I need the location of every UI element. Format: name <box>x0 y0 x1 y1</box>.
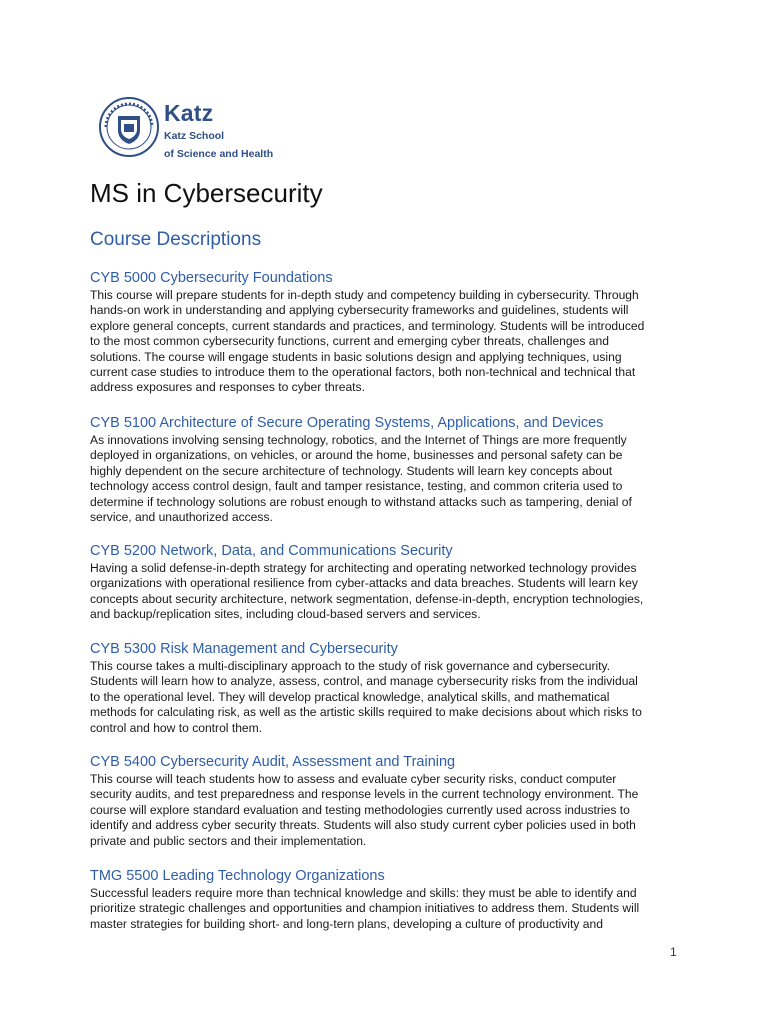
description-line: As innovations involving sensing technology, robotics, and the Internet of Things are more frequently <box>90 433 627 447</box>
description-line: This course will teach students how to assess and evaluate cyber security risks, conduct computer <box>90 772 617 786</box>
description-line: hands-on work in understanding and applying cybersecurity frameworks and guidelines, students will <box>90 303 629 318</box>
description-line: security audits, and test preparedness and response levels in the current technology environment. The <box>90 787 639 802</box>
course-description <box>90 288 690 396</box>
school-name-line1: Katz School <box>164 130 225 142</box>
course-description <box>90 561 690 623</box>
description-line: address exposures and responses to cyber threats. <box>90 380 365 395</box>
course-title: TMG 5500 Leading Technology Organizations <box>90 868 385 884</box>
description-line: This course will prepare students for in-depth study and competency building in cybersecurity. Through <box>90 288 639 302</box>
description-line: to the most common cybersecurity functions, current and emerging cyber threats, challenges and <box>90 334 609 349</box>
description-line: to the operational level. They will develop practical knowledge, analytical skills, and mathematical <box>90 689 610 704</box>
course-title: CYB 5200 Network, Data, and Communications Security <box>90 543 453 559</box>
crest-icon <box>98 96 160 158</box>
course-title: CYB 5300 Risk Management and Cybersecurity <box>90 641 398 657</box>
description-line: and backup/replication sites, including cloud-based servers and services. <box>90 607 481 622</box>
course-description <box>90 772 690 849</box>
course-title: CYB 5400 Cybersecurity Audit, Assessment and Training <box>90 754 456 770</box>
description-line: solutions. The course will engage students in basic solutions design and applying techniques, using <box>90 349 622 364</box>
description-line: technology access control design, fault and tamper resistance, testing, and common criteria used to <box>90 479 623 494</box>
school-logo <box>98 96 273 158</box>
description-line: methods for calculating risk, as well as the artistic skills required to make decisions about which risks to <box>90 705 642 720</box>
description-line: determine if technology solutions are robust enough to withstand attacks such as tampering, denial of <box>90 494 632 509</box>
description-line: highly dependent on the secure architecture of technology. Students will learn key concepts about <box>90 463 613 478</box>
description-line: This course takes a multi-disciplinary approach to the study of risk governance and cybersecurity. <box>90 659 611 673</box>
school-name-line2: of Science and Health <box>164 147 274 160</box>
description-line: prioritize strategic challenges and opportunities and champion initiatives to address them. Students will <box>90 901 640 916</box>
description-line: organizations with operational resilience from cyber-attacks and data breaches. Students will learn key <box>90 576 638 591</box>
description-line: Having a solid defense-in-depth strategy for architecting and operating networked technology provides <box>90 561 637 575</box>
course-title: CYB 5000 Cybersecurity Foundations <box>90 270 333 286</box>
course-title: CYB 5100 Architecture of Secure Operating Systems, Applications, and Devices <box>90 415 604 431</box>
description-line: explore general concepts, current standards and practices, and terminology. Students will be introduced <box>90 318 645 333</box>
description-line: master strategies for building short- and long-tern plans, developing a culture of productivity and <box>90 916 603 931</box>
description-line: control and how to control them. <box>90 720 263 735</box>
description-line: Successful leaders require more than technical knowledge and skills: they must be able to identify and <box>90 886 637 900</box>
description-line: identify and address cyber security threats. Students will also study current cyber policies used in both <box>90 818 636 833</box>
page-title: MS in Cybersecurity <box>90 178 323 208</box>
course-description <box>90 886 690 932</box>
course-description <box>90 659 690 736</box>
description-line: course will explore standard evaluation and testing methodologies currently used across industries to <box>90 802 630 817</box>
description-line: private and public sectors and their implementation. <box>90 833 367 848</box>
description-line: deployed in organizations, on vehicles, or around the home, businesses and personal safety can be <box>90 448 623 463</box>
page-number: 1 <box>670 945 677 959</box>
brand-name: Katz <box>164 100 214 126</box>
description-line: service, and unauthorized access. <box>90 509 273 524</box>
description-line: Students will learn how to analyze, assess, control, and manage cybersecurity risks from the individual <box>90 674 638 689</box>
course-description <box>90 433 690 525</box>
description-line: concepts about security architecture, network segmentation, defense-in-depth, encryption technologies, <box>90 591 644 606</box>
description-line: current case studies to introduce them to the operational factors, both non-technical and technical that <box>90 364 636 379</box>
section-title: Course Descriptions <box>90 229 262 250</box>
